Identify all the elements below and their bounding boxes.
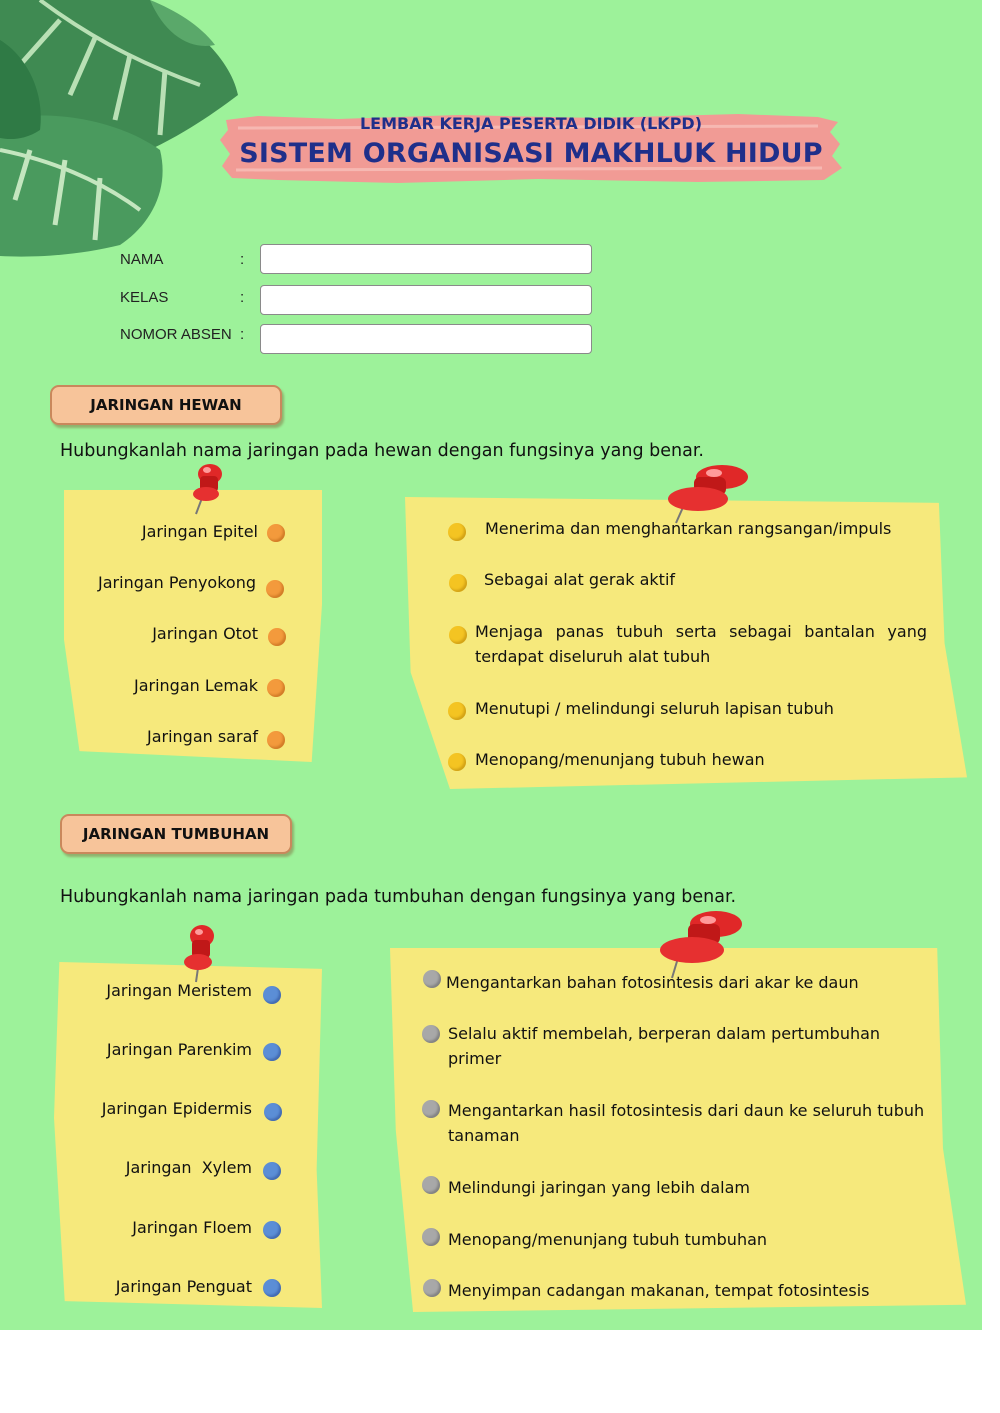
connector-dot-function-hewan-2[interactable] <box>449 574 467 592</box>
function-hewan-3: Menjaga panas tubuh serta sebagai bantalan yang terdapat diseluruh alat tubuh <box>475 622 927 666</box>
tissue-tumbuhan-floem: Jaringan Floem <box>132 1218 252 1237</box>
name-input[interactable] <box>260 244 592 274</box>
connector-dot-function-hewan-3[interactable] <box>449 626 467 644</box>
tissue-tumbuhan-penguat: Jaringan Penguat <box>115 1277 252 1296</box>
pushpin-icon <box>186 460 230 516</box>
tissue-hewan-penyokong: Jaringan Penyokong <box>98 573 256 592</box>
tissue-tumbuhan-xylem: Jaringan Xylem <box>125 1158 252 1177</box>
connector-dot-function-hewan-4[interactable] <box>448 702 466 720</box>
tissue-tumbuhan-meristem: Jaringan Meristem <box>106 981 252 1000</box>
absen-label: NOMOR ABSEN <box>120 326 232 343</box>
instruction-hewan: Hubungkanlah nama jaringan pada hewan dengan fungsinya yang benar. <box>60 441 704 461</box>
connector-dot-tissue-hewan-1[interactable] <box>267 524 285 542</box>
class-input[interactable] <box>260 285 592 315</box>
connector-dot-function-tumbuhan-1[interactable] <box>423 970 441 988</box>
function-tumbuhan-4: Melindungi jaringan yang lebih dalam <box>448 1178 750 1197</box>
function-hewan-2: Sebagai alat gerak aktif <box>484 570 676 589</box>
connector-dot-function-tumbuhan-4[interactable] <box>422 1176 440 1194</box>
tissue-hewan-lemak: Jaringan Lemak <box>133 676 258 695</box>
name-label: NAMA <box>120 251 164 268</box>
function-hewan-4: Menutupi / melindungi seluruh lapisan tubuh <box>475 699 834 718</box>
sticky-note-tumbuhan-tissues <box>54 962 322 1308</box>
worksheet-title: SISTEM ORGANISASI MAKHLUK HIDUP <box>239 138 823 169</box>
function-tumbuhan-1: Mengantarkan bahan fotosintesis dari akar ke daun <box>446 973 859 992</box>
tissue-hewan-saraf: Jaringan saraf <box>146 727 258 746</box>
section-label-hewan: JARINGAN HEWAN <box>50 385 282 425</box>
connector-dot-tissue-hewan-4[interactable] <box>267 679 285 697</box>
connector-dot-function-hewan-1[interactable] <box>448 523 466 541</box>
connector-dot-tissue-tumbuhan-3[interactable] <box>264 1103 282 1121</box>
class-colon: : <box>240 289 245 306</box>
connector-dot-function-tumbuhan-6[interactable] <box>423 1279 441 1297</box>
function-tumbuhan-3: Mengantarkan hasil fotosintesis dari daun ke seluruh tubuh tanaman <box>448 1101 925 1145</box>
absen-input[interactable] <box>260 324 592 354</box>
tissue-hewan-epitel: Jaringan Epitel <box>141 522 258 541</box>
connector-dot-tissue-tumbuhan-6[interactable] <box>263 1279 281 1297</box>
tissue-tumbuhan-epidermis: Jaringan Epidermis <box>101 1099 252 1118</box>
instruction-tumbuhan: Hubungkanlah nama jaringan pada tumbuhan dengan fungsinya yang benar. <box>60 887 737 907</box>
function-tumbuhan-2: Selalu aktif membelah, berperan dalam pertumbuhan primer <box>448 1024 881 1068</box>
function-tumbuhan-6: Menyimpan cadangan makanan, tempat fotosintesis <box>448 1281 870 1300</box>
function-hewan-5: Menopang/menunjang tubuh hewan <box>475 750 765 769</box>
section-label-tumbuhan: JARINGAN TUMBUHAN <box>60 814 292 854</box>
tissue-hewan-otot: Jaringan Otot <box>152 624 258 643</box>
worksheet-subtitle: LEMBAR KERJA PESERTA DIDIK (LKPD) <box>359 114 703 133</box>
function-tumbuhan-5: Menopang/menunjang tubuh tumbuhan <box>448 1230 768 1249</box>
name-colon: : <box>240 251 245 268</box>
connector-dot-tissue-tumbuhan-1[interactable] <box>263 986 281 1004</box>
connector-dot-tissue-hewan-2[interactable] <box>266 580 284 598</box>
class-label: KELAS <box>120 289 169 306</box>
function-hewan-1: Menerima dan menghantarkan rangsangan/impuls <box>485 519 892 538</box>
connector-dot-function-tumbuhan-5[interactable] <box>422 1228 440 1246</box>
connector-dot-tissue-tumbuhan-4[interactable] <box>263 1162 281 1180</box>
pushpin-icon <box>176 922 220 984</box>
connector-dot-tissue-hewan-5[interactable] <box>267 731 285 749</box>
connector-dot-tissue-hewan-3[interactable] <box>268 628 286 646</box>
absen-colon: : <box>240 326 245 343</box>
connector-dot-function-tumbuhan-3[interactable] <box>422 1100 440 1118</box>
tissue-tumbuhan-parenkim: Jaringan Parenkim <box>106 1040 252 1059</box>
connector-dot-tissue-tumbuhan-5[interactable] <box>263 1221 281 1239</box>
connector-dot-tissue-tumbuhan-2[interactable] <box>263 1043 281 1061</box>
monstera-leaf-decoration <box>0 0 240 260</box>
connector-dot-function-tumbuhan-2[interactable] <box>422 1025 440 1043</box>
connector-dot-function-hewan-5[interactable] <box>448 753 466 771</box>
